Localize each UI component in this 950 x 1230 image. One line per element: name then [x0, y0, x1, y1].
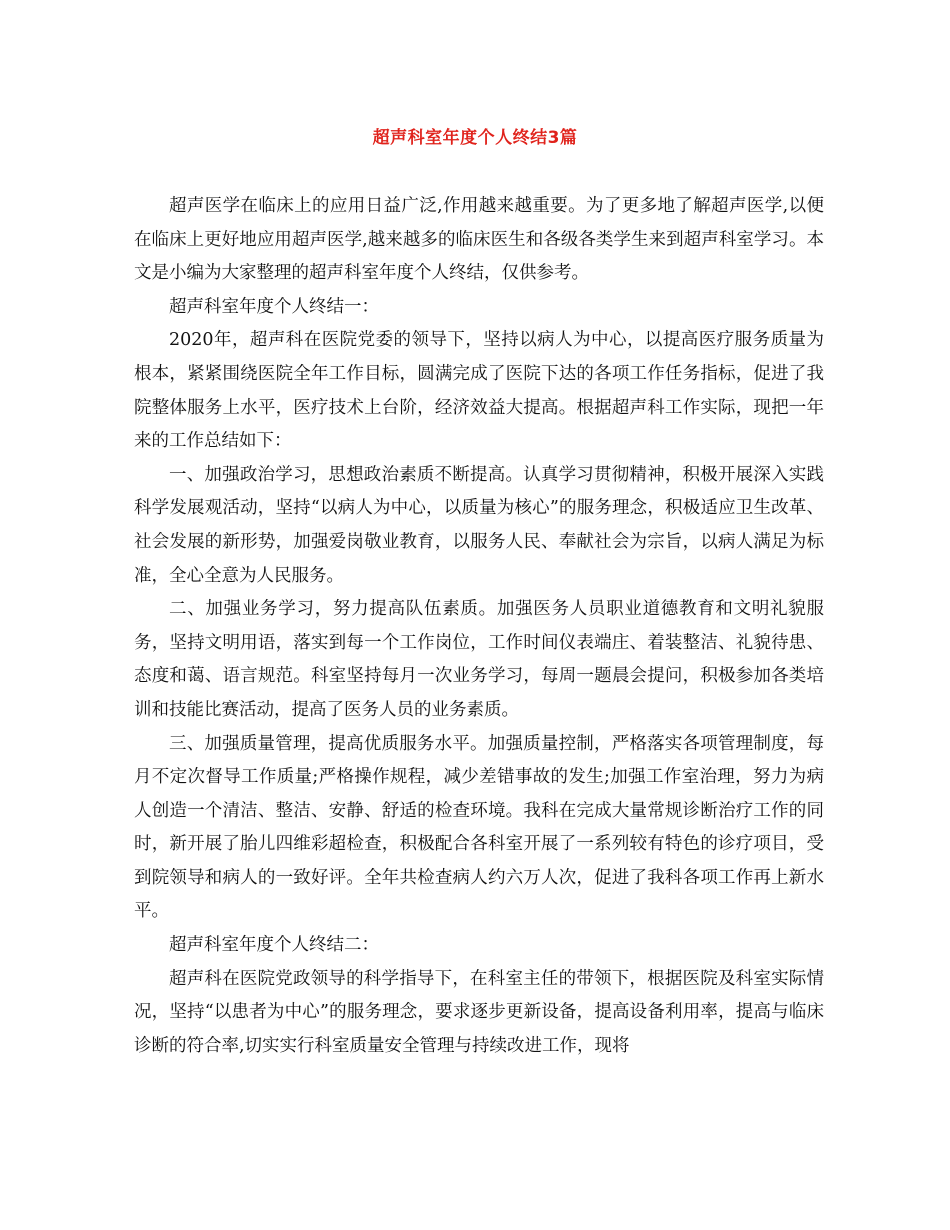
document-body	[134, 190, 824, 1063]
section-heading-two: 超声科室年度个人终结二：	[169, 935, 379, 956]
body-paragraph: 二、加强业务学习，努力提高队伍素质。加强医务人员职业道德教育和文明礼貌服务，坚持文明用语，落实到每一个工作岗位，工作时间仪表端庄、着装整洁、礼貌待患、态度和蔼、语言规范。科室坚持每月一次业务学习，每周一题晨会提问，积极参加各类培训和技能比赛活动，提高了医务人员的业务素质。	[134, 599, 824, 720]
body-paragraph: 2020年，超声科在医院党委的领导下，坚持以病人为中心，以提高医疗服务质量为根本，紧紧围绕医院全年工作目标，圆满完成了医院下达的各项工作任务指标，促进了我院整体服务上水平，医疗技术上台阶，经济效益大提高。根据超声科工作实际，现把一年来的工作总结如下：	[134, 330, 824, 452]
body-paragraph: 一、加强政治学习，思想政治素质不断提高。认真学习贯彻精神，积极开展深入实践科学发展观活动，坚持“以病人为中心，以质量为核心”的服务理念，积极适应卫生改革、社会发展的新形势，加强爱岗敬业教育，以服务人民、奉献社会为宗旨，以病人满足为标准，全心全意为人民服务。	[134, 464, 824, 586]
intro-paragraph: 超声医学在临床上的应用日益广泛,作用越来越重要。为了更多地了解超声医学,以便在临床上更好地应用超声医学,越来越多的临床医生和各级各类学生来到超声科室学习。本文是小编为大家整理的超声科室年度个人终结，仅供参考。	[134, 196, 824, 284]
document-title: 超声科室年度个人终结3篇	[372, 128, 578, 148]
section-heading-one: 超声科室年度个人终结一：	[169, 296, 379, 317]
body-paragraph: 三、加强质量管理，提高优质服务水平。加强质量控制，严格落实各项管理制度，每月不定次督导工作质量;严格操作规程，减少差错事故的发生;加强工作室治理，努力为病人创造一个清洁、整洁、安静、舒适的检查环境。我科在完成大量常规诊断治疗工作的同时，新开展了胎儿四维彩超检查，积极配合各科室开展了一系列较有特色的诊疗项目，受到院领导和病人的一致好评。全年共检查病人约六万人次，促进了我科各项工作再上新水平。	[134, 733, 824, 922]
body-paragraph: 超声科在医院党政领导的科学指导下，在科室主任的带领下，根据医院及科室实际情况，坚持“以患者为中心”的服务理念，要求逐步更新设备，提高设备利用率，提高与临床诊断的符合率,切实实行科室质量安全管理与持续改进工作，现将	[134, 968, 824, 1056]
